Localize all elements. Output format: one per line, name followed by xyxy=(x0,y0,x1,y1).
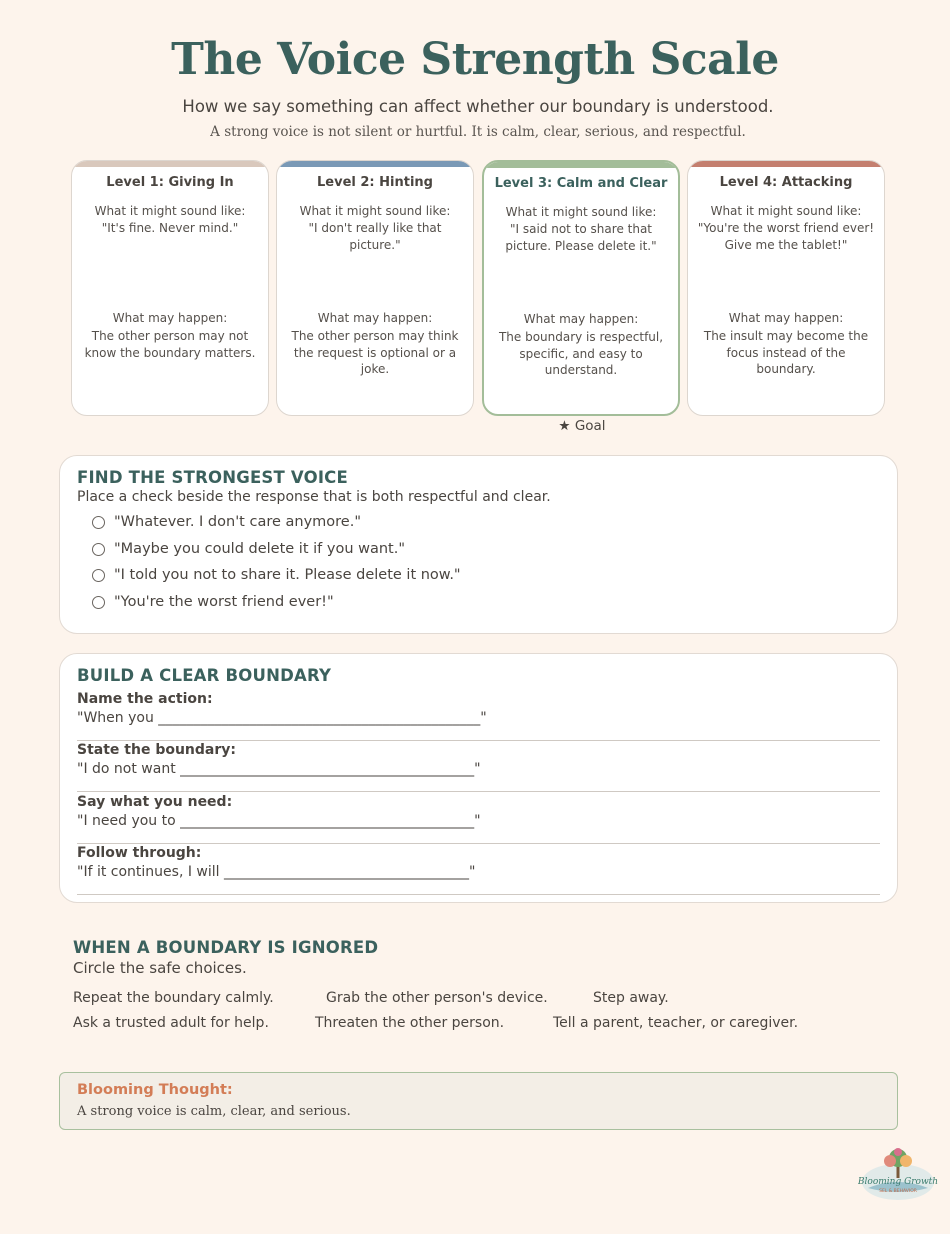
build-row-label: Follow through: xyxy=(77,845,202,861)
build-row-label: Name the action: xyxy=(77,691,213,707)
page-title: The Voice Strength Scale xyxy=(171,34,779,85)
build-row-label: Say what you need: xyxy=(77,794,233,810)
radio-circle-icon[interactable] xyxy=(92,569,105,582)
goal-label: ★ Goal xyxy=(558,418,606,434)
result-text: The other person may think the request is optional or a joke. xyxy=(291,329,459,376)
option-row[interactable] xyxy=(92,514,361,530)
safe-choice-option[interactable]: Ask a trusted adult for help. xyxy=(73,1015,269,1031)
blooming-thought-box xyxy=(59,1072,898,1130)
build-row[interactable] xyxy=(77,794,880,844)
find-strongest-voice-panel xyxy=(59,455,898,634)
radio-circle-icon[interactable] xyxy=(92,543,105,556)
level-card-1 xyxy=(71,160,269,416)
result-text: The insult may become the focus instead of the boundary. xyxy=(703,329,869,376)
option-row[interactable] xyxy=(92,594,334,610)
build-row[interactable] xyxy=(77,845,880,895)
option-row[interactable] xyxy=(92,541,405,557)
logo-tagline: SEL & BEHAVIOR xyxy=(879,1189,917,1194)
radio-circle-icon[interactable] xyxy=(92,596,105,609)
happen-label: What may happen: xyxy=(112,311,228,325)
section-title: WHEN A BOUNDARY IS IGNORED xyxy=(73,938,379,957)
radio-circle-icon[interactable] xyxy=(92,516,105,529)
example-quote: "It's fine. Never mind." xyxy=(101,221,239,235)
level-card-title: Level 3: Calm and Clear xyxy=(494,176,668,191)
section-instruction: Circle the safe choices. xyxy=(73,959,247,977)
blooming-growth-logo xyxy=(858,1146,938,1208)
page-subtitle: How we say something can affect whether our boundary is understood. xyxy=(182,97,774,116)
sound-label: What it might sound like: xyxy=(505,205,657,219)
build-row[interactable] xyxy=(77,742,880,792)
example-quote: "I said not to share that picture. Please delete it." xyxy=(505,222,657,253)
level-card-3 xyxy=(482,160,680,416)
option-row[interactable] xyxy=(92,567,461,583)
fill-in-line[interactable]: "I need you to __________________________________________" xyxy=(77,813,481,829)
happen-label: What may happen: xyxy=(728,311,844,325)
sound-label: What it might sound like: xyxy=(710,204,862,218)
build-row[interactable] xyxy=(77,691,880,741)
fill-in-line[interactable]: "When you ______________________________________________" xyxy=(77,710,487,726)
section-instruction: Place a check beside the response that is both respectful and clear. xyxy=(77,489,551,505)
result-text: The boundary is respectful, specific, and easy to understand. xyxy=(498,330,664,377)
build-boundary-panel xyxy=(59,653,898,903)
sound-label: What it might sound like: xyxy=(299,204,451,218)
fill-in-line[interactable]: "I do not want __________________________________________" xyxy=(77,761,481,777)
logo-wordmark: Blooming Growth xyxy=(858,1177,938,1187)
safe-choice-option[interactable]: Tell a parent, teacher, or caregiver. xyxy=(553,1015,799,1031)
safe-choice-option[interactable]: Repeat the boundary calmly. xyxy=(73,990,274,1006)
level-card-4 xyxy=(687,160,885,416)
section-title: BUILD A CLEAR BOUNDARY xyxy=(77,666,332,685)
level-card-accent-bar xyxy=(688,161,884,167)
build-row-label: State the boundary: xyxy=(77,742,236,758)
page-tagline: A strong voice is not silent or hurtful. It is calm, clear, serious, and respectful. xyxy=(210,124,746,140)
thought-title: Blooming Thought: xyxy=(77,1082,233,1098)
section-title: FIND THE STRONGEST VOICE xyxy=(77,468,348,487)
level-card-accent-bar xyxy=(484,162,678,168)
level-card-title: Level 4: Attacking xyxy=(719,175,853,190)
happen-label: What may happen: xyxy=(523,312,639,326)
level-card-2 xyxy=(276,160,474,416)
safe-choice-option[interactable]: Step away. xyxy=(593,990,669,1006)
thought-text: A strong voice is calm, clear, and serious. xyxy=(77,1104,351,1119)
level-card-accent-bar xyxy=(277,161,473,167)
happen-label: What may happen: xyxy=(317,311,433,325)
level-card-accent-bar xyxy=(72,161,268,167)
example-quote: "You're the worst friend ever! Give me the tablet!" xyxy=(697,221,875,252)
option-label: "I told you not to share it. Please delete it now." xyxy=(114,567,461,583)
safe-choice-option[interactable]: Threaten the other person. xyxy=(315,1015,505,1031)
level-cards xyxy=(71,160,886,420)
option-label: "Whatever. I don't care anymore." xyxy=(114,514,361,530)
level-card-title: Level 2: Hinting xyxy=(317,175,433,190)
option-label: "Maybe you could delete it if you want." xyxy=(114,541,406,557)
fill-in-line[interactable]: "If it continues, I will ___________________________________" xyxy=(77,864,476,880)
option-label: "You're the worst friend ever!" xyxy=(114,594,334,610)
safe-choice-option[interactable]: Grab the other person's device. xyxy=(326,990,548,1006)
result-text: The other person may not know the boundary matters. xyxy=(84,329,256,360)
example-quote: "I don't really like that picture." xyxy=(308,221,442,252)
level-card-title: Level 1: Giving In xyxy=(106,175,234,190)
sound-label: What it might sound like: xyxy=(94,204,246,218)
